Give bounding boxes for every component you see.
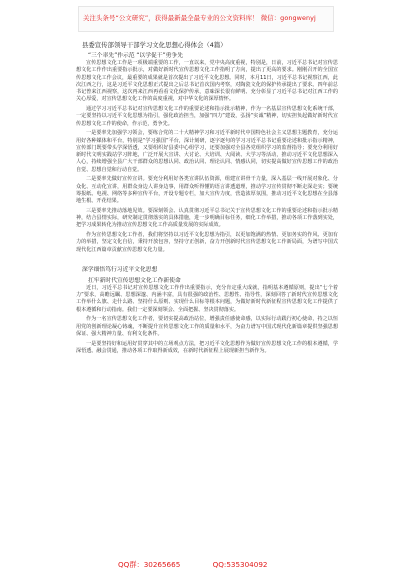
footer-qq: QQ:535304092 [212,560,268,569]
paragraph: 一是要率先加强学习领会，要练合党的二十大精神学习和习近平新时代中国特色社会主义思想主题教育，充分运用好各种媒体和平台，特别是“学习强国”平台，深计刻研，逐字逐句的学习习近平总书记重要论述和批示指示精神，宣传部门既要带头学深悟透，又要组织好县委中心组学习，还要加强对全县各党组织学习的监督指导；要充分利用好新时代文明实践站学习阵地，广泛开展大宣讲、大讨论、大培训、大阅读、大学习等活动，推动习近平文化思想深入人心，持续增强全县广大干部群众的思想认同、政治认同、理论认同、情感认同，切实提高做好宣传思想工作的政治自觉、思想自觉和行动自觉。 [76,130,338,173]
article-1-subtitle: “三个率先”作示范 “以学促干”勇争先 [88,53,184,59]
article-2-subtitle: 扛牢新时代宣传思想文化工作新使命 [88,277,181,284]
document-title: 县委宣传部领导干部学习文化思想心得体会（4篇） [82,41,227,49]
paragraph: 近日，习近平总书记对宣传思想文化工作作出重要指示，充分肯定重大成就，指明基本遵循原则，提出“七个着力”要求，高瞻远瞩、思想深邃、内涵丰富，具有很强的政治性、思想性、指导性，深刻回答了新时代宣传思想文化工作举什么旗、走什么路、坚持什么原则、实现什么目标等根本问题，为做好新时代新征程宣传思想文化工作提供了根本遵循和行动指南。我们一定要深刻领会、全面把握、坚决贯彻落实。 [76,284,338,313]
top-banner [78,6,334,32]
paragraph: 一是要坚持好和运用好贯穿其中的立场观点方法，把习近平文化思想作为做好宣传思想文化工作的根本遵循，学深悟透、融会贯通，推动各项工作取得新成效，在新时代新征程上展现新担当新作为。 [76,340,338,354]
paragraph: 宣传思想文化工作是一项极端重要的工作，一直以来，党中央高度重视，特别是，日前，习近平总书记对宣传思想文化工作作出重要指示批示，对做好新时代宣传思想文化工作指明了方向，提出了更高的要求。刚刚召开的全国宣传思想文化工作会议，最重要的成果就是首次提出了习近平文化思想。同时，本月11日，习近平总书记视察江西，此次江西之行，这是习近平文化思想正式提出之后总书记首次国内考察，对陶瓷文化的保护传承提出了要求。四年前总书记曾来江西视察，这次再来江西再看看文化保护传承，意味深长很有鲜明、充分彰显了习近平总书记对江西工作的关心厚爱，对宣传思想文化工作的高度重视，对中华文化的深厚情怀。 [76,60,338,103]
banner-text: 关注头条号“公文研究”，获得最新最全最专业的公文资料库！ 微信：gongwenyj [83,14,316,22]
footer-contact [118,560,298,570]
paragraph: 作为一名宣传思想文化工作者，要切实提高政治站位，增强责任感使命感，以实际行动践行初心使命，持之以恒用党的创新理论凝心铸魂，不断提升宣传思想文化工作的质量和水平，为奋力谱写中国式现代化新篇章提供坚强思想保证、强大精神力量、有利文化条件。 [76,316,338,337]
document-body [76,40,338,358]
article-2-title: 深学细悟笃行习近平文化思想 [82,266,158,273]
paragraph: 二是要率先做好宣传宣讲。要充分利用好各类宣讲队伍资源，组建宣讲骨干力量，深入基层一线开展对象化、分众化、互动化宣讲，用群众身边人讲身边事，用群众听得懂的语言讲透道理，推动学习宣传贯彻不断走深走实；要统筹报纸、电视、网络等多种宣传平台，开设专题专栏，加大宣传力度，营造浓厚氛围，推动习近平文化思想在全县落地生根、开花结果。 [76,176,338,204]
paragraph: 通过学习习近平总书记对宣传思想文化工作的重要论述和指示批示精神，作为一名基层宣传思想文化系统干部，一定要坚持以习近平文化思想为指引，强化政治担当，加强“四力”建设，弘扬“实诚”精神，切实担负起做好新时代宣传思想文化工作的使命，作示范，勇争先。 [76,106,338,127]
footer-qq-group: QQ群：30265665 [118,560,181,569]
paragraph: 作为宣传思想文化工作者，我们将坚持以习近平文化思想为指引，以更加饱满的热情、更加务实的作风、更加有力的举措，坚定文化自信，秉持开放包容，坚持守正创新，奋力开创新时代宣传思想文化工作新局面，为谱写中国式现代化江西篇章贡献宣传思想文化力量。 [76,232,338,253]
paragraph: 三是要率先推动落地见效。要深刻领会、认真贯彻习近平总书记关于宣传思想文化工作的重要论述和指示批示精神，结合县情实际，研究制定贯彻落实的具体措施，进一步明确目标任务，细化工作举措，推动各项工作落到实处，把学习成果转化为推动宣传思想文化工作高质量发展的实际成效。 [76,207,338,229]
